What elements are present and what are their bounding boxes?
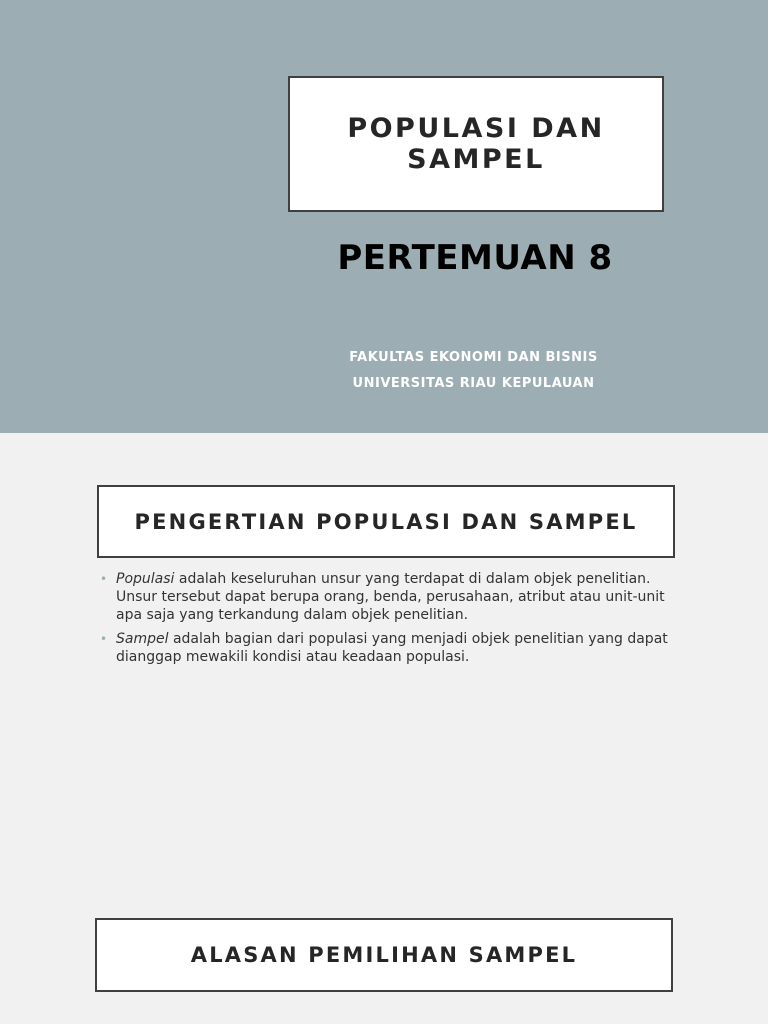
slide-subtitle: PERTEMUAN 8: [337, 238, 613, 278]
definition-heading-box: [97, 485, 675, 558]
title-box: [288, 76, 664, 212]
list-item: [100, 630, 670, 666]
list-item: [100, 570, 670, 624]
reasons-heading-box: [95, 918, 673, 992]
bullet-icon: •: [100, 572, 108, 586]
definition-list: [100, 570, 670, 672]
faculty-name: FAKULTAS EKONOMI DAN BISNIS: [349, 350, 598, 365]
term-sampel: Sampel: [116, 631, 169, 647]
definition-populasi: adalah keseluruhan unsur yang terdapat di dalam objek penelitian. Unsur tersebut dapat berupa orang, benda, perusahaan, atribut atau unit-unit apa saja yang terkandung dalam objek penelitian.: [116, 571, 665, 623]
slide-title: POPULASI DAN SAMPEL: [347, 113, 605, 175]
reasons-heading: ALASAN PEMILIHAN SAMPEL: [190, 943, 578, 967]
institution-block: [288, 345, 658, 397]
bullet-icon: •: [100, 632, 108, 646]
university-name: UNIVERSITAS RIAU KEPULAUAN: [352, 376, 595, 391]
definition-heading: PENGERTIAN POPULASI DAN SAMPEL: [134, 509, 638, 534]
term-populasi: Populasi: [116, 571, 175, 587]
definition-sampel: adalah bagian dari populasi yang menjadi objek penelitian yang dapat dianggap mewakili kondisi atau keadaan populasi.: [116, 631, 668, 665]
title-slide: [0, 0, 768, 433]
